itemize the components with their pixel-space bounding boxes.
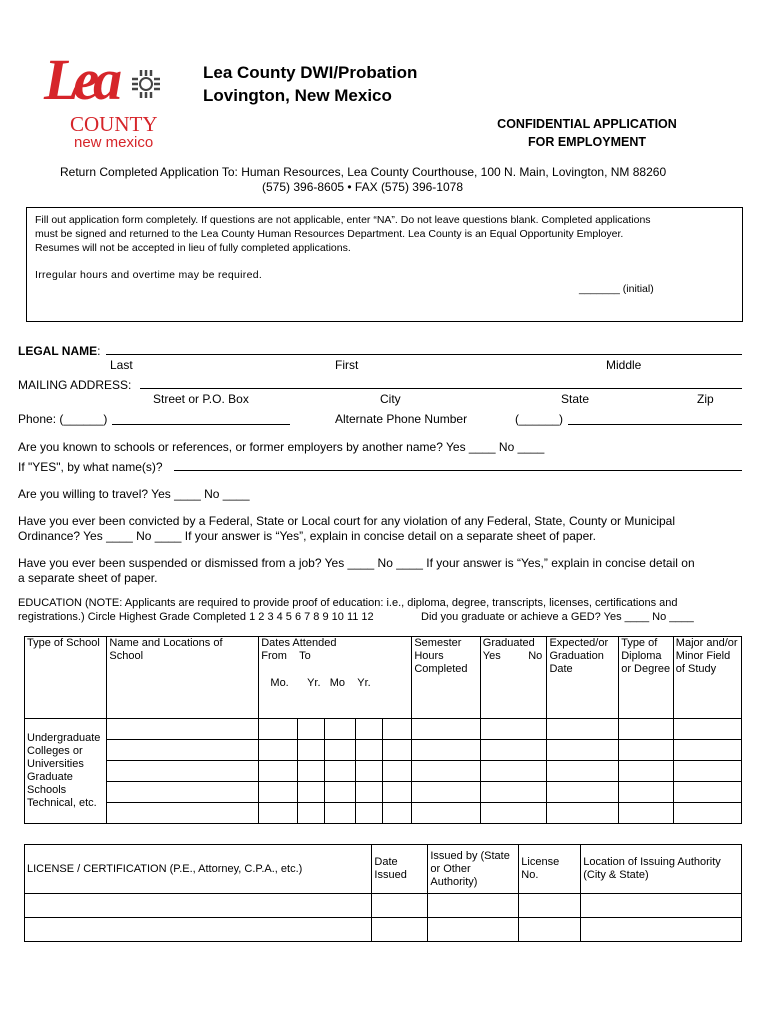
graduated-header: Graduated Yes No <box>480 637 547 719</box>
license-cert-header: LICENSE / CERTIFICATION (P.E., Attorney, C.P.A., etc.) <box>25 845 372 894</box>
return-to-text: Return Completed Application To: Human Resources, Lea County Courthouse, 100 N. Main, Lovington, NM 88260 <box>60 165 667 179</box>
license-no-header: License No. <box>519 845 581 894</box>
zia-sun-icon <box>128 66 164 102</box>
logo-county-text: COUNTY <box>70 112 158 136</box>
issued-by-header: Issued by (State or Other Authority) <box>428 845 519 894</box>
education-note-line1: EDUCATION (NOTE: Applicants are required to provide proof of education: i.e., diploma, degree, transcripts, licenses, certifications and <box>18 597 678 609</box>
instructions-line3: Resumes will not be accepted in lieu of fully completed applications. <box>35 242 351 254</box>
dates-attended-header: Dates Attended From To Mo. Yr. Mo Yr. <box>259 637 412 719</box>
legal-name-label: LEGAL NAME: <box>18 344 101 358</box>
major-minor-header: Major and/or Minor Field of Study <box>673 637 741 719</box>
instructions-line1: Fill out application form completely. If questions are not applicable, enter “NA”. Do not leave questions blank. Completed applications <box>35 214 651 226</box>
education-row[interactable] <box>25 740 742 761</box>
irregular-hours-text: Irregular hours and overtime may be required. <box>35 269 263 281</box>
date-issued-header: Date Issued <box>372 845 428 894</box>
street-caption: Street or P.O. Box <box>153 392 249 406</box>
school-name-header: Name and Locations of School <box>107 637 259 719</box>
zip-caption: Zip <box>697 392 714 406</box>
mailing-address-field[interactable] <box>140 388 742 389</box>
education-row[interactable] <box>25 803 742 824</box>
convicted-question-line2: Ordinance? Yes ____ No ____ If your answer is “Yes”, explain in concise detail on a separate sheet of paper. <box>18 529 596 543</box>
state-caption: State <box>561 392 590 406</box>
logo-subtitle-text: new mexico <box>74 134 154 151</box>
city-caption: City <box>380 392 401 406</box>
education-note-line2: registrations.) Circle Highest Grade Completed 1 2 3 4 5 6 7 8 9 10 11 12 <box>18 611 374 623</box>
phone-fax-text: (575) 396-8605 • FAX (575) 396-1078 <box>262 180 463 194</box>
ged-question: Did you graduate or achieve a GED? Yes ____ No ____ <box>421 611 694 623</box>
logo-lea-text: Lea <box>44 47 117 112</box>
alt-phone-label: Alternate Phone Number <box>335 412 468 426</box>
mailing-address-label: MAILING ADDRESS: <box>18 378 132 392</box>
education-header-row <box>25 637 742 719</box>
undergrad-label: Undergraduate Colleges or Universities Graduate Schools Technical, etc. <box>25 719 107 824</box>
other-names-field[interactable] <box>174 470 742 471</box>
travel-question: Are you willing to travel? Yes ____ No ____ <box>18 487 250 501</box>
education-row[interactable] <box>25 782 742 803</box>
license-header-row <box>25 845 742 894</box>
instructions-line2: must be signed and returned to the Lea County Human Resources Department. Lea County is an Equal Opportunity Employer. <box>35 228 624 240</box>
if-yes-label: If "YES", by what name(s)? <box>18 460 163 474</box>
phone-label: Phone: (______) <box>18 412 108 426</box>
legal-name-field[interactable] <box>106 354 742 355</box>
phone-field[interactable] <box>112 424 290 425</box>
education-row[interactable] <box>25 761 742 782</box>
confidential-line1: CONFIDENTIAL APPLICATION <box>497 117 677 131</box>
expected-graduation-header: Expected/or Graduation Date <box>547 637 619 719</box>
lea-county-logo <box>38 44 168 154</box>
type-of-school-header: Type of School <box>25 637 107 719</box>
alt-phone-field[interactable] <box>568 424 742 425</box>
alt-phone-area: (______) <box>515 412 564 426</box>
header-title-line1: Lea County DWI/Probation <box>203 63 418 82</box>
confidential-line2: FOR EMPLOYMENT <box>527 135 647 149</box>
first-name-caption: First <box>335 358 359 372</box>
convicted-question-line1: Have you ever been convicted by a Federal, State or Local court for any violation of any Federal, State, County or Municipal <box>18 514 676 528</box>
issuing-location-header: Location of Issuing Authority (City & State) <box>581 845 742 894</box>
header-title-line2: Lovington, New Mexico <box>203 86 392 105</box>
type-of-diploma-header: Type of Diploma or Degree <box>619 637 674 719</box>
known-by-question: Are you known to schools or references, or former employers by another name? Yes ____ No ____ <box>18 440 545 454</box>
education-row[interactable] <box>25 719 742 740</box>
semester-hours-header: Semester Hours Completed <box>412 637 480 719</box>
suspended-question-line2: a separate sheet of paper. <box>18 571 158 585</box>
license-row[interactable] <box>25 918 742 942</box>
middle-name-caption: Middle <box>606 358 642 372</box>
education-table <box>24 636 742 824</box>
license-table <box>24 844 742 942</box>
initial-field[interactable]: _______ (initial) <box>579 283 654 295</box>
license-row[interactable] <box>25 894 742 918</box>
last-name-caption: Last <box>110 358 133 372</box>
suspended-question-line1: Have you ever been suspended or dismissed from a job? Yes ____ No ____ If your answer is “Yes,” explain in concise detail on <box>18 556 695 570</box>
